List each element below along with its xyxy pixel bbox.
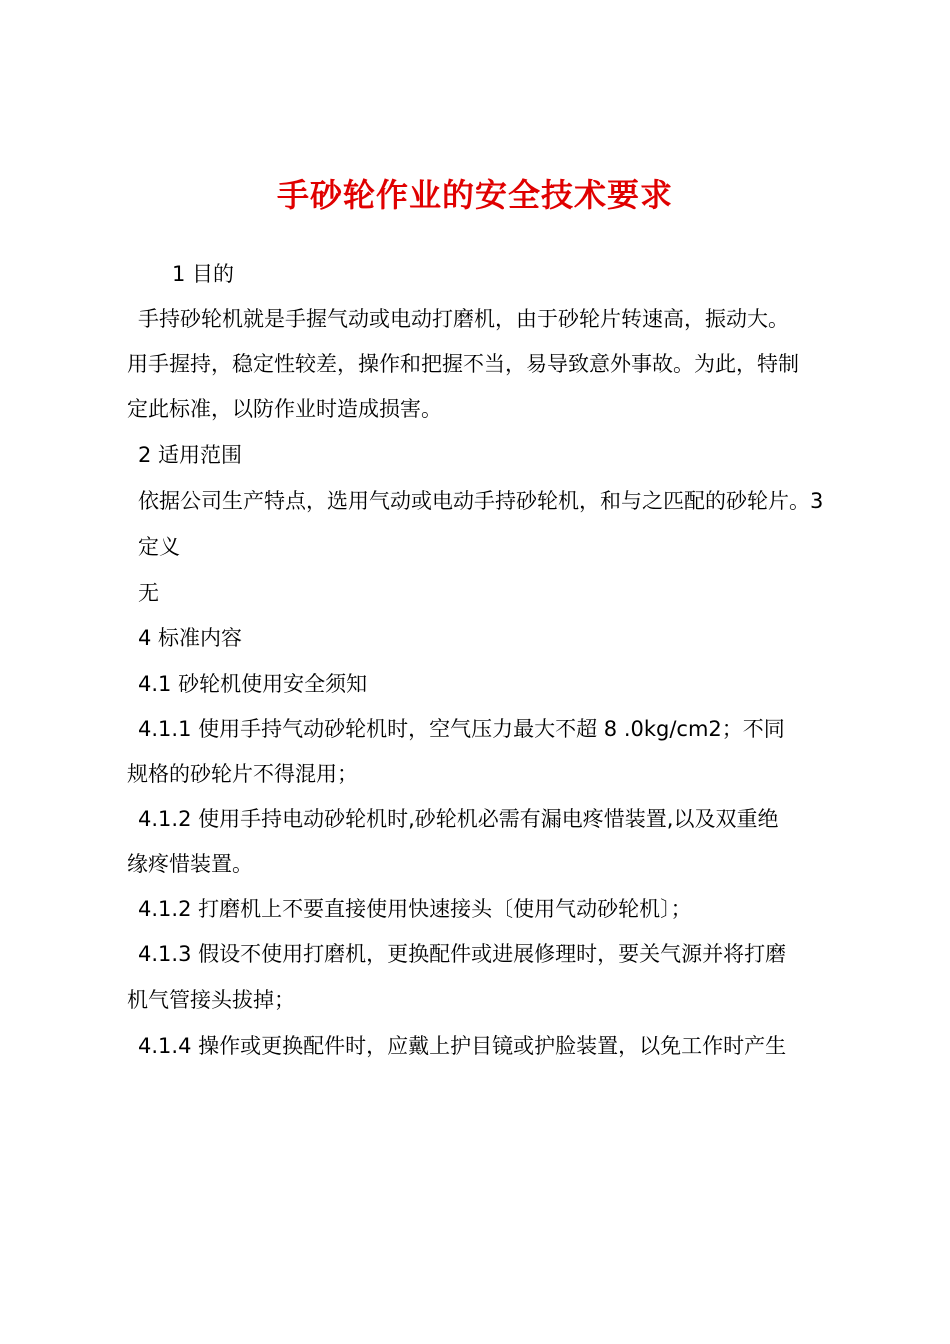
heading-purpose: 1 目的 xyxy=(172,262,235,286)
heading-standard-content: 4 标准内容 xyxy=(138,626,243,650)
paragraph-line: 依据公司生产特点，选用气动或电动手持砂轮机，和与之匹配的砂轮片。3 xyxy=(138,489,824,513)
heading-definition: 定义 xyxy=(138,535,180,559)
paragraph-line: 无 xyxy=(138,581,159,605)
paragraph-line: 4.1.2 打磨机上不要直接使用快速接头〔使用气动砂轮机〕； xyxy=(138,897,692,921)
heading-scope: 2 适用范围 xyxy=(138,443,243,467)
paragraph-line: 手持砂轮机就是手握气动或电动打磨机，由于砂轮片转速高，振动大。 xyxy=(138,307,789,331)
paragraph-line: 4.1.2 使用手持电动砂轮机时,砂轮机必需有漏电疼惜装置,以及双重绝 xyxy=(138,807,779,831)
heading-section-4-1: 4.1 砂轮机使用安全须知 xyxy=(138,672,368,696)
paragraph-line: 4.1.3 假设不使用打磨机，更换配件或进展修理时，要关气源并将打磨 xyxy=(138,942,787,966)
paragraph-line: 规格的砂轮片不得混用； xyxy=(127,762,358,786)
paragraph-line: 缘疼惜装置。 xyxy=(127,852,253,876)
paragraph-line: 4.1.1 使用手持气动砂轮机时，空气压力最大不超 8 .0kg/cm2；不同 xyxy=(138,717,785,741)
paragraph-line: 定此标准，以防作业时造成损害。 xyxy=(127,397,442,421)
document-title: 手砂轮作业的安全技术要求 xyxy=(276,176,673,214)
paragraph-line: 用手握持，稳定性较差，操作和把握不当，易导致意外事故。为此，特制 xyxy=(127,352,799,376)
paragraph-line: 机气管接头拔掉； xyxy=(127,988,295,1012)
paragraph-line: 4.1.4 操作或更换配件时，应戴上护目镜或护脸装置，以免工作时产生 xyxy=(138,1034,787,1058)
